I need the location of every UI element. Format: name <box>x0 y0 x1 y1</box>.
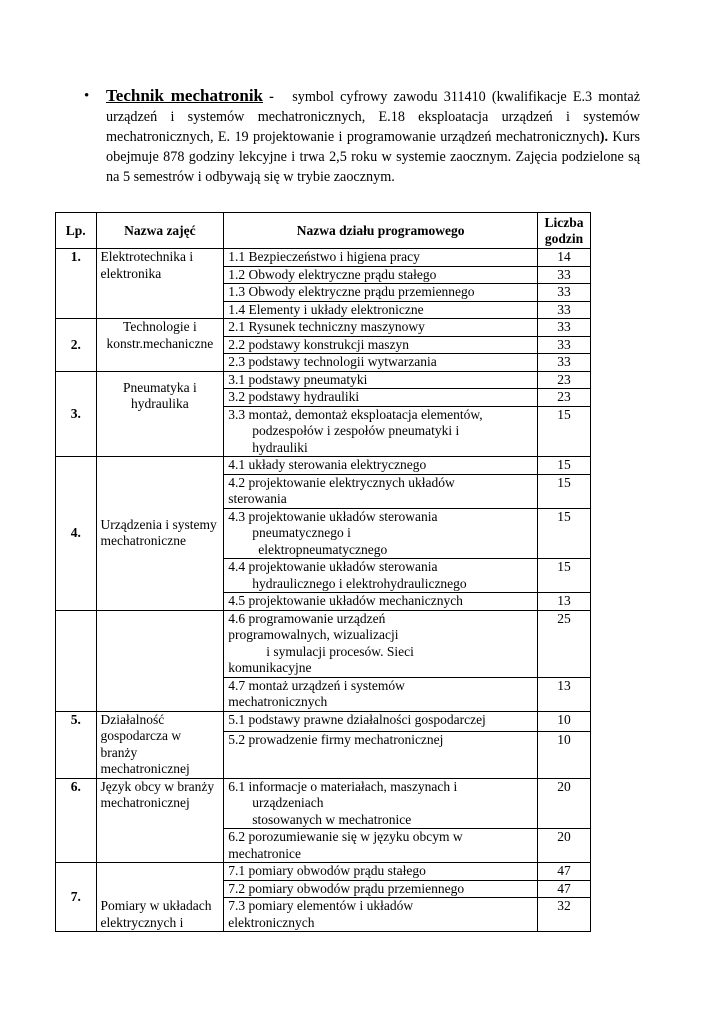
header-subject: Nazwa zajęć <box>96 213 224 249</box>
subject-name: Technologie i konstr.mechaniczne <box>96 319 224 372</box>
table-header-row <box>56 213 591 249</box>
section-hours: 47 <box>537 880 590 898</box>
section-line: elektronicznych <box>228 914 315 930</box>
table-row <box>56 319 591 337</box>
table-row <box>56 778 591 829</box>
section-hours: 15 <box>537 406 590 457</box>
section-line: 4.3 projektowanie układów sterowania <box>228 508 438 524</box>
subject-name: Elektrotechnika i elektronika <box>96 249 224 319</box>
section-line: programowalnych, wizualizacji <box>228 627 399 642</box>
intro-text-2: Kurs obejmuje 878 godziny lekcyjne i trwa 2,5 roku w systemie zaocznym. Zajęcia podzielone są na 5 semestrów i odbywają się w trybie zaocznym. <box>106 129 640 185</box>
subject-name: Działalność gospodarcza w branży mechatronicznej <box>96 711 224 778</box>
section-name: 4.1 układy sterowania elektrycznego <box>224 457 538 475</box>
subject-name-empty <box>96 610 224 711</box>
section-line: 3.3 montaż, demontaż eksploatacja elementów, <box>228 406 483 422</box>
section-name: 5.1 podstawy prawne działalności gospodarczej <box>224 711 538 731</box>
subject-name: Urządzenia i systemy mechatroniczne <box>96 457 224 611</box>
section-hours: 33 <box>537 284 590 302</box>
intro-text-1: symbol cyfrowy zawodu 311410 (kwalifikacje E.3 montaż urządzeń i systemów mechatronicznych, E.18 eksploatacja urządzeń i systemów mechatronicznych, E. 19 projektowanie i programowanie urządzeń mechatronicznych <box>106 89 641 145</box>
section-hours: 33 <box>537 266 590 284</box>
section-hours: 15 <box>537 508 590 559</box>
section-hours: 15 <box>537 559 590 593</box>
subject-number: 2. <box>56 319 97 372</box>
section-line: 7.3 pomiary elementów i układów <box>228 898 414 913</box>
section-line: stosowanych w mechatronice <box>252 811 412 827</box>
header-section: Nazwa działu programowego <box>224 213 538 249</box>
section-name: 4.5 projektowanie układów mechanicznych <box>224 593 538 611</box>
section-line: komunikacyjne <box>228 660 312 675</box>
header-lp: Lp. <box>56 213 97 249</box>
section-line: i symulacji procesów. Sieci <box>266 643 414 659</box>
section-name <box>224 829 538 863</box>
section-name: 3.1 podstawy pneumatyki <box>224 371 538 389</box>
section-hours: 15 <box>537 457 590 475</box>
section-hours: 33 <box>537 336 590 354</box>
section-hours: 15 <box>537 474 590 508</box>
table-row <box>56 371 591 389</box>
section-line: hydraulicznego i elektrohydraulicznego <box>252 575 467 591</box>
table-row <box>56 610 591 677</box>
curriculum-table <box>55 212 591 932</box>
section-name <box>224 559 538 593</box>
section-line: 4.4 projektowanie układów sterowania <box>228 559 438 574</box>
section-hours: 13 <box>537 677 590 711</box>
subject-name: Język obcy w branży mechatronicznej <box>96 778 224 863</box>
subject-number: 3. <box>56 371 97 457</box>
section-line: hydrauliki <box>252 439 308 455</box>
section-name <box>224 610 538 677</box>
intro-close: ). <box>599 129 609 145</box>
section-line: 4.6 programowanie urządzeń <box>228 610 386 626</box>
section-name: 1.2 Obwody elektryczne prądu stałego <box>224 266 538 284</box>
section-hours: 13 <box>537 593 590 611</box>
section-line: 4.7 montaż urządzeń i systemów <box>228 677 405 693</box>
section-line: 6.1 informacje o materiałach, maszynach i <box>228 778 458 794</box>
section-name: 1.1 Bezpieczeństwo i higiena pracy <box>224 249 538 267</box>
section-name: 2.1 Rysunek techniczny maszynowy <box>224 319 538 337</box>
section-hours: 33 <box>537 319 590 337</box>
section-line: 4.2 projektowanie elektrycznych układów <box>228 474 455 490</box>
section-hours: 10 <box>537 731 590 778</box>
section-line: mechatronice <box>228 845 301 861</box>
section-name <box>224 677 538 711</box>
table-row <box>56 249 591 267</box>
section-name <box>224 406 538 457</box>
section-name: 3.2 podstawy hydrauliki <box>224 389 538 407</box>
section-name <box>224 778 538 829</box>
subject-number: 6. <box>56 778 97 863</box>
section-hours: 20 <box>537 778 590 829</box>
bullet-icon: • <box>84 88 90 104</box>
section-name: 1.3 Obwody elektryczne prądu przemiennego <box>224 284 538 302</box>
section-name <box>224 898 538 932</box>
section-name: 7.1 pomiary obwodów prądu stałego <box>224 863 538 881</box>
section-hours: 33 <box>537 354 590 372</box>
subject-name: Pomiary w układach elektrycznych i <box>96 863 224 932</box>
section-hours: 14 <box>537 249 590 267</box>
section-line: 6.2 porozumiewanie się w języku obcym w <box>228 829 463 844</box>
section-line: elektropneumatycznego <box>258 541 388 557</box>
section-hours: 23 <box>537 371 590 389</box>
section-line: pneumatycznego i <box>252 525 351 540</box>
section-hours: 23 <box>537 389 590 407</box>
subject-name: Pneumatyka i hydraulika <box>96 371 224 457</box>
section-name: 7.2 pomiary obwodów prądu przemiennego <box>224 880 538 898</box>
profession-title: Technik mechatronik <box>106 86 264 105</box>
section-name: 5.2 prowadzenie firmy mechatronicznej <box>224 731 538 778</box>
section-name <box>224 474 538 508</box>
section-name: 2.3 podstawy technologii wytwarzania <box>224 354 538 372</box>
section-line: sterowania <box>228 491 287 506</box>
section-line: podzespołów i zespołów pneumatyki i <box>252 423 460 438</box>
section-name: 1.4 Elementy i układy elektroniczne <box>224 301 538 319</box>
section-line: urządzeniach <box>252 795 324 810</box>
title-dash: - <box>269 89 274 105</box>
section-hours: 33 <box>537 301 590 319</box>
table-row <box>56 863 591 881</box>
section-name <box>224 508 538 559</box>
table-row <box>56 457 591 475</box>
section-hours: 20 <box>537 829 590 863</box>
header-hours: Liczba godzin <box>537 213 590 249</box>
section-name: 2.2 podstawy konstrukcji maszyn <box>224 336 538 354</box>
subject-number: 5. <box>56 711 97 778</box>
subject-number: 1. <box>56 249 97 319</box>
section-line: mechatronicznych <box>228 694 328 709</box>
subject-number: 4. <box>56 457 97 611</box>
intro-paragraph <box>84 86 641 187</box>
section-hours: 10 <box>537 711 590 731</box>
section-hours: 47 <box>537 863 590 881</box>
section-hours: 25 <box>537 610 590 677</box>
subject-number: 7. <box>56 863 97 932</box>
subject-number-empty <box>56 610 97 711</box>
section-hours: 32 <box>537 898 590 932</box>
table-row <box>56 711 591 731</box>
